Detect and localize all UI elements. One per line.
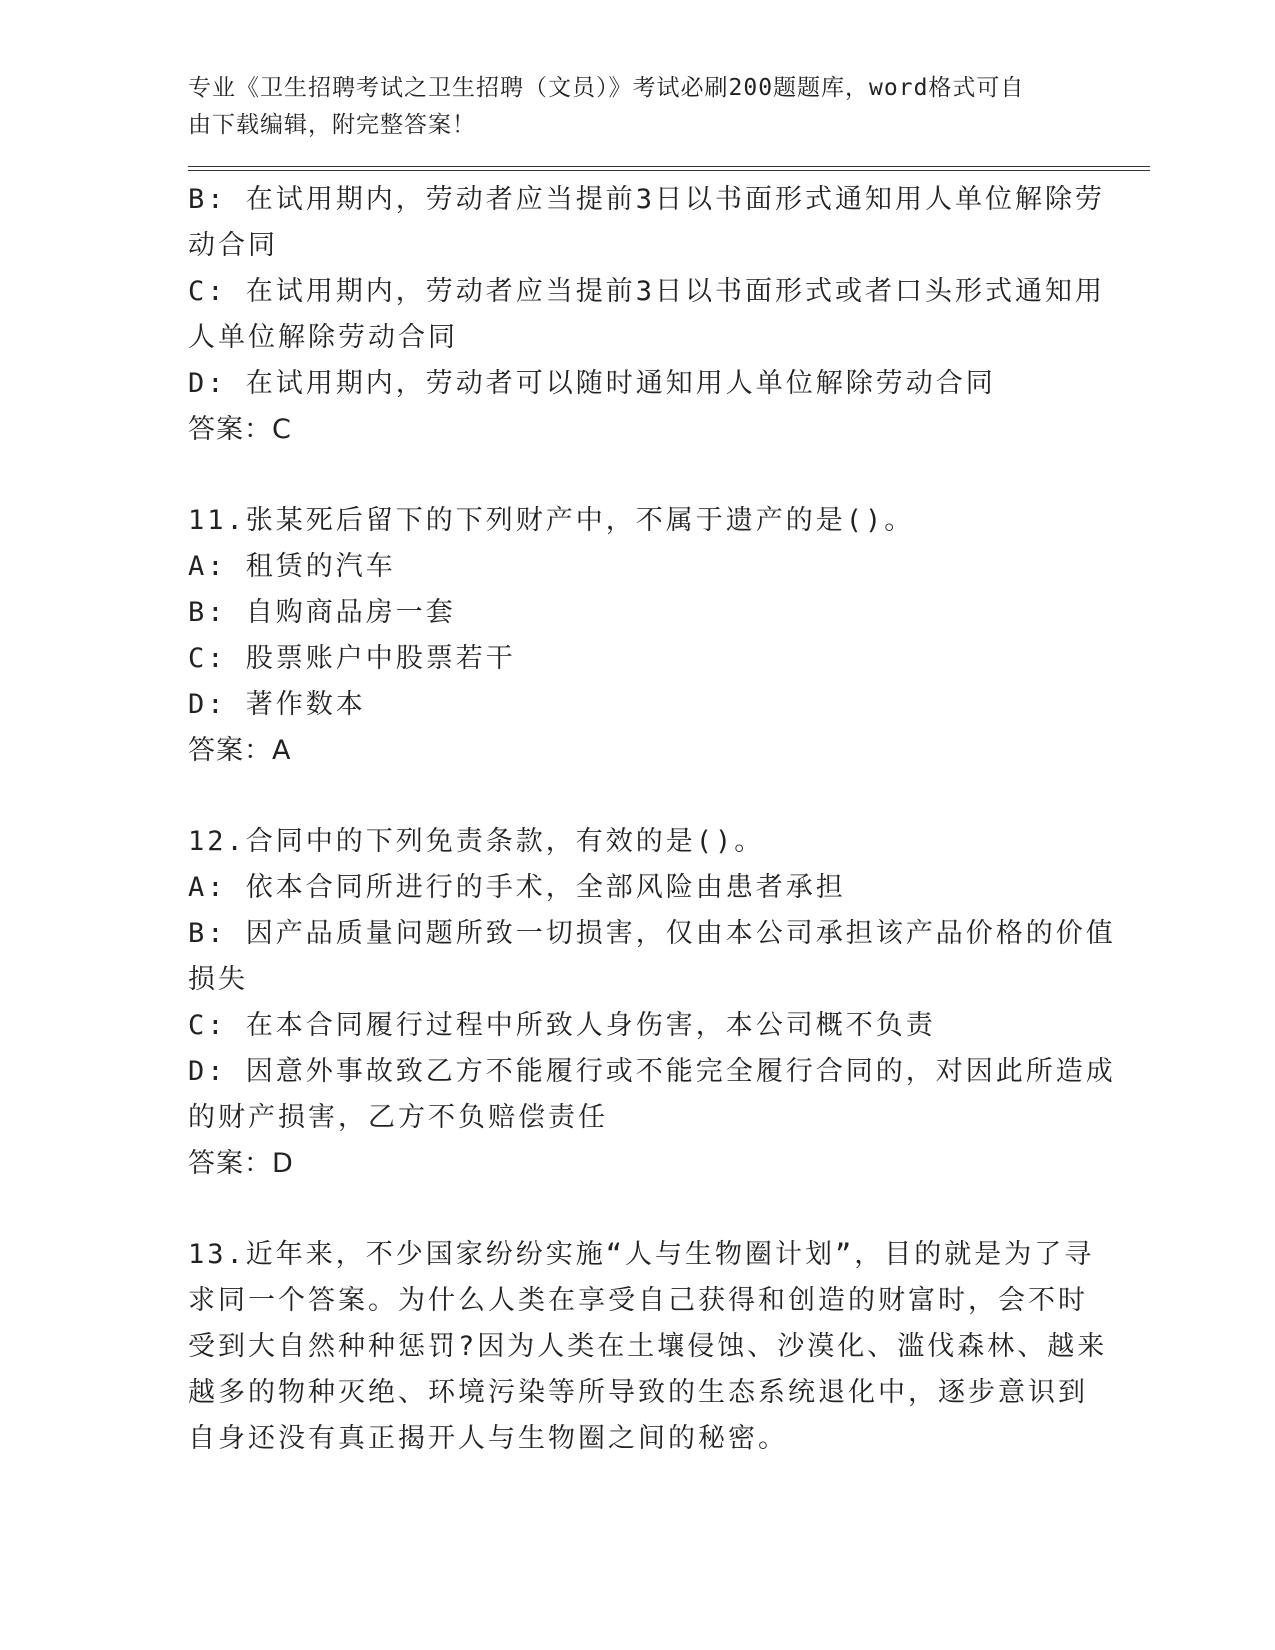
question-stem-line-5: 自身还没有真正揭开人与生物圈之间的秘密。 bbox=[188, 1423, 788, 1454]
option-b: B: 自购商品房一套 bbox=[188, 597, 456, 628]
option-a: A: 依本合同所进行的手术，全部风险由患者承担 bbox=[188, 872, 846, 903]
question-stem: 11.张某死后留下的下列财产中，不属于遗产的是()。 bbox=[188, 505, 915, 536]
question-stem-line-2: 求同一个答案。为什么人类在享受自己获得和创造的财富时，会不时 bbox=[188, 1285, 1088, 1316]
question-13 bbox=[188, 1232, 1108, 1462]
question-12 bbox=[188, 819, 1116, 1187]
option-d-line-1: D: 因意外事故致乙方不能履行或不能完全履行合同的，对因此所造成 bbox=[188, 1056, 1116, 1087]
question-stem: 12.合同中的下列免责条款，有效的是()。 bbox=[188, 826, 765, 857]
document-header bbox=[188, 70, 1068, 144]
question-stem-line-3: 受到大自然种种惩罚?因为人类在土壤侵蚀、沙漠化、滥伐森林、越来 bbox=[188, 1331, 1108, 1362]
option-b-line-1: B: 在试用期内，劳动者应当提前3日以书面形式通知用人单位解除劳 bbox=[188, 184, 1106, 215]
option-d-line-2: 的财产损害，乙方不负赔偿责任 bbox=[188, 1102, 608, 1133]
answer-line: 答案：A bbox=[188, 735, 292, 766]
option-b-line-2: 动合同 bbox=[188, 230, 278, 261]
option-c: C: 股票账户中股票若干 bbox=[188, 643, 516, 674]
option-b-line-1: B: 因产品质量问题所致一切损害，仅由本公司承担该产品价格的价值 bbox=[188, 918, 1116, 949]
header-line-1: 专业《卫生招聘考试之卫生招聘（文员）》考试必刷200题题库，word格式可自 bbox=[188, 75, 1025, 101]
header-line-2: 由下载编辑，附完整答案！ bbox=[188, 112, 476, 138]
option-c-line-1: C: 在试用期内，劳动者应当提前3日以书面形式或者口头形式通知用 bbox=[188, 276, 1106, 307]
question-11 bbox=[188, 498, 1068, 774]
document-body bbox=[188, 177, 1116, 1462]
option-c-line-2: 人单位解除劳动合同 bbox=[188, 322, 458, 353]
document-page bbox=[188, 70, 1116, 1462]
option-b-line-2: 损失 bbox=[188, 964, 248, 995]
header-divider bbox=[188, 166, 1150, 171]
spacer bbox=[188, 453, 1068, 498]
answer-line: 答案：C bbox=[188, 414, 292, 445]
option-d: D: 著作数本 bbox=[188, 689, 366, 720]
question-stem-line-4: 越多的物种灭绝、环境污染等所导致的生态系统退化中，逐步意识到 bbox=[188, 1377, 1088, 1408]
spacer bbox=[188, 1187, 1068, 1232]
question-10-continued bbox=[188, 177, 1106, 453]
option-c: C: 在本合同履行过程中所致人身伤害，本公司概不负责 bbox=[188, 1010, 936, 1041]
spacer bbox=[188, 774, 1068, 819]
answer-line: 答案：D bbox=[188, 1148, 294, 1179]
option-a: A: 租赁的汽车 bbox=[188, 551, 396, 582]
question-stem-line-1: 13.近年来，不少国家纷纷实施“人与生物圈计划”，目的就是为了寻 bbox=[188, 1239, 1095, 1270]
option-d: D: 在试用期内，劳动者可以随时通知用人单位解除劳动合同 bbox=[188, 368, 996, 399]
